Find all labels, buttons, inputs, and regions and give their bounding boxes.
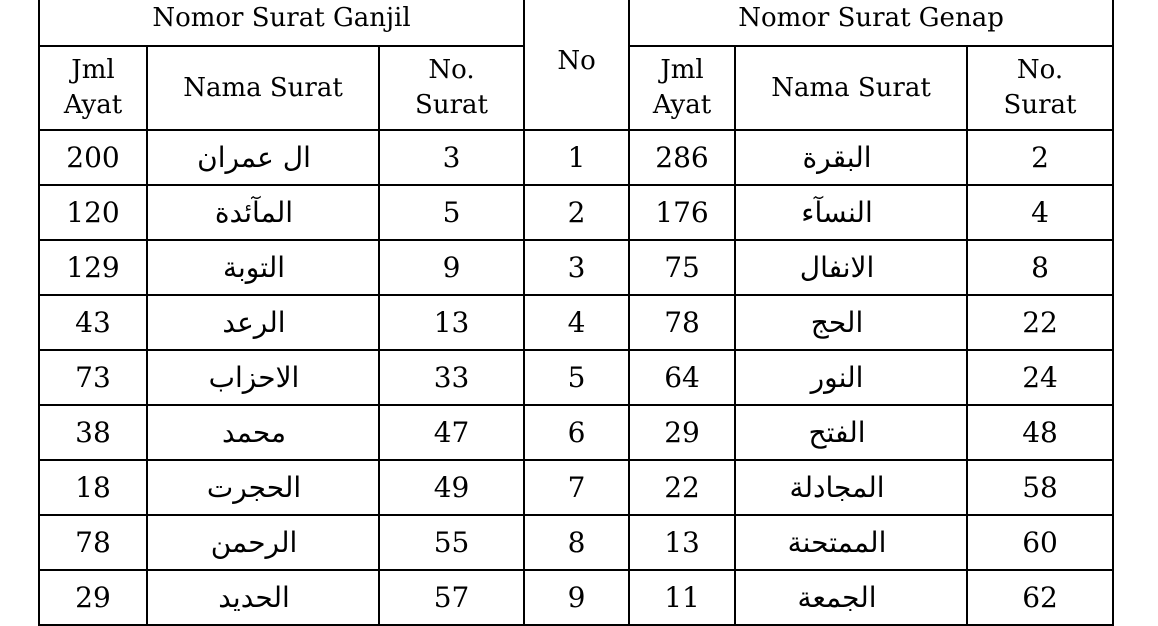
even-ayat-count: 176 (629, 185, 735, 240)
even-ayat-count: 78 (629, 295, 735, 350)
even-surah-number: 60 (967, 515, 1113, 570)
odd-ayat-count: 200 (39, 130, 147, 185)
even-surah-number: 8 (967, 240, 1113, 295)
even-surah-number: 4 (967, 185, 1113, 240)
even-surah-name: الجمعة (735, 570, 967, 625)
table-row (39, 350, 1113, 405)
even-ayat-count: 29 (629, 405, 735, 460)
odd-surah-number: 57 (379, 570, 524, 625)
row-number: 2 (524, 185, 629, 240)
even-no-surat-header (967, 46, 1113, 130)
even-ayat-count: 13 (629, 515, 735, 570)
table-row (39, 130, 1113, 185)
surah-table (38, 0, 1114, 626)
even-surah-number: 24 (967, 350, 1113, 405)
no-dot-label: No. (428, 55, 475, 85)
even-nama-surat-header: Nama Surat (735, 46, 967, 130)
odd-jml-ayat-header (39, 46, 147, 130)
even-surah-name: المجادلة (735, 460, 967, 515)
row-number: 5 (524, 350, 629, 405)
row-number: 3 (524, 240, 629, 295)
odd-ayat-count: 78 (39, 515, 147, 570)
odd-ayat-count: 43 (39, 295, 147, 350)
odd-surah-name: الرحمن (147, 515, 379, 570)
odd-surah-number: 33 (379, 350, 524, 405)
row-number: 7 (524, 460, 629, 515)
even-group-header: Nomor Surat Genap (629, 0, 1113, 46)
even-surah-name: الممتحنة (735, 515, 967, 570)
odd-ayat-count: 18 (39, 460, 147, 515)
no-dot-label: No. (1016, 55, 1064, 85)
odd-surah-name: المآئدة (147, 185, 379, 240)
even-surah-number: 62 (967, 570, 1113, 625)
odd-no-surat-header (379, 46, 524, 130)
odd-ayat-count: 129 (39, 240, 147, 295)
even-ayat-count: 286 (629, 130, 735, 185)
table-row (39, 460, 1113, 515)
even-ayat-count: 11 (629, 570, 735, 625)
table-row (39, 240, 1113, 295)
ayat-label: Ayat (63, 90, 123, 120)
odd-ayat-count: 29 (39, 570, 147, 625)
row-number: 9 (524, 570, 629, 625)
even-surah-name: النسآء (735, 185, 967, 240)
odd-surah-number: 3 (379, 130, 524, 185)
even-surah-name: الحج (735, 295, 967, 350)
table-row (39, 515, 1113, 570)
odd-surah-number: 9 (379, 240, 524, 295)
row-number: 4 (524, 295, 629, 350)
even-surah-name: البقرة (735, 130, 967, 185)
odd-surah-name: الحديد (147, 570, 379, 625)
even-surah-name: النور (735, 350, 967, 405)
odd-surah-name: ال عمران (147, 130, 379, 185)
ayat-label: Ayat (652, 90, 712, 120)
even-ayat-count: 64 (629, 350, 735, 405)
group-header-row (39, 0, 1113, 46)
table-row (39, 185, 1113, 240)
even-ayat-count: 22 (629, 460, 735, 515)
even-ayat-count: 75 (629, 240, 735, 295)
table-row (39, 405, 1113, 460)
even-jml-ayat-header (629, 46, 735, 130)
odd-surah-number: 49 (379, 460, 524, 515)
surat-label: Surat (1003, 90, 1077, 120)
odd-surah-number: 55 (379, 515, 524, 570)
surat-label: Surat (415, 90, 488, 120)
even-surah-name: الانفال (735, 240, 967, 295)
even-surah-number: 22 (967, 295, 1113, 350)
row-number: 1 (524, 130, 629, 185)
odd-nama-surat-header: Nama Surat (147, 46, 379, 130)
jml-label: Jml (660, 55, 704, 85)
no-column-header (524, 0, 629, 130)
odd-surah-name: محمد (147, 405, 379, 460)
table-row (39, 295, 1113, 350)
table-row (39, 570, 1113, 625)
odd-ayat-count: 73 (39, 350, 147, 405)
jml-label: Jml (71, 55, 115, 85)
odd-ayat-count: 38 (39, 405, 147, 460)
even-surah-number: 48 (967, 405, 1113, 460)
table-body (39, 130, 1113, 625)
odd-surah-number: 47 (379, 405, 524, 460)
odd-surah-name: الحجرت (147, 460, 379, 515)
odd-ayat-count: 120 (39, 185, 147, 240)
even-surah-number: 2 (967, 130, 1113, 185)
odd-surah-number: 5 (379, 185, 524, 240)
even-surah-number: 58 (967, 460, 1113, 515)
odd-surah-number: 13 (379, 295, 524, 350)
row-number: 8 (524, 515, 629, 570)
odd-surah-name: الاحزاب (147, 350, 379, 405)
odd-surah-name: التوبة (147, 240, 379, 295)
no-label: No (557, 46, 596, 76)
odd-group-header: Nomor Surat Ganjil (39, 0, 524, 46)
odd-surah-name: الرعد (147, 295, 379, 350)
even-surah-name: الفتح (735, 405, 967, 460)
row-number: 6 (524, 405, 629, 460)
